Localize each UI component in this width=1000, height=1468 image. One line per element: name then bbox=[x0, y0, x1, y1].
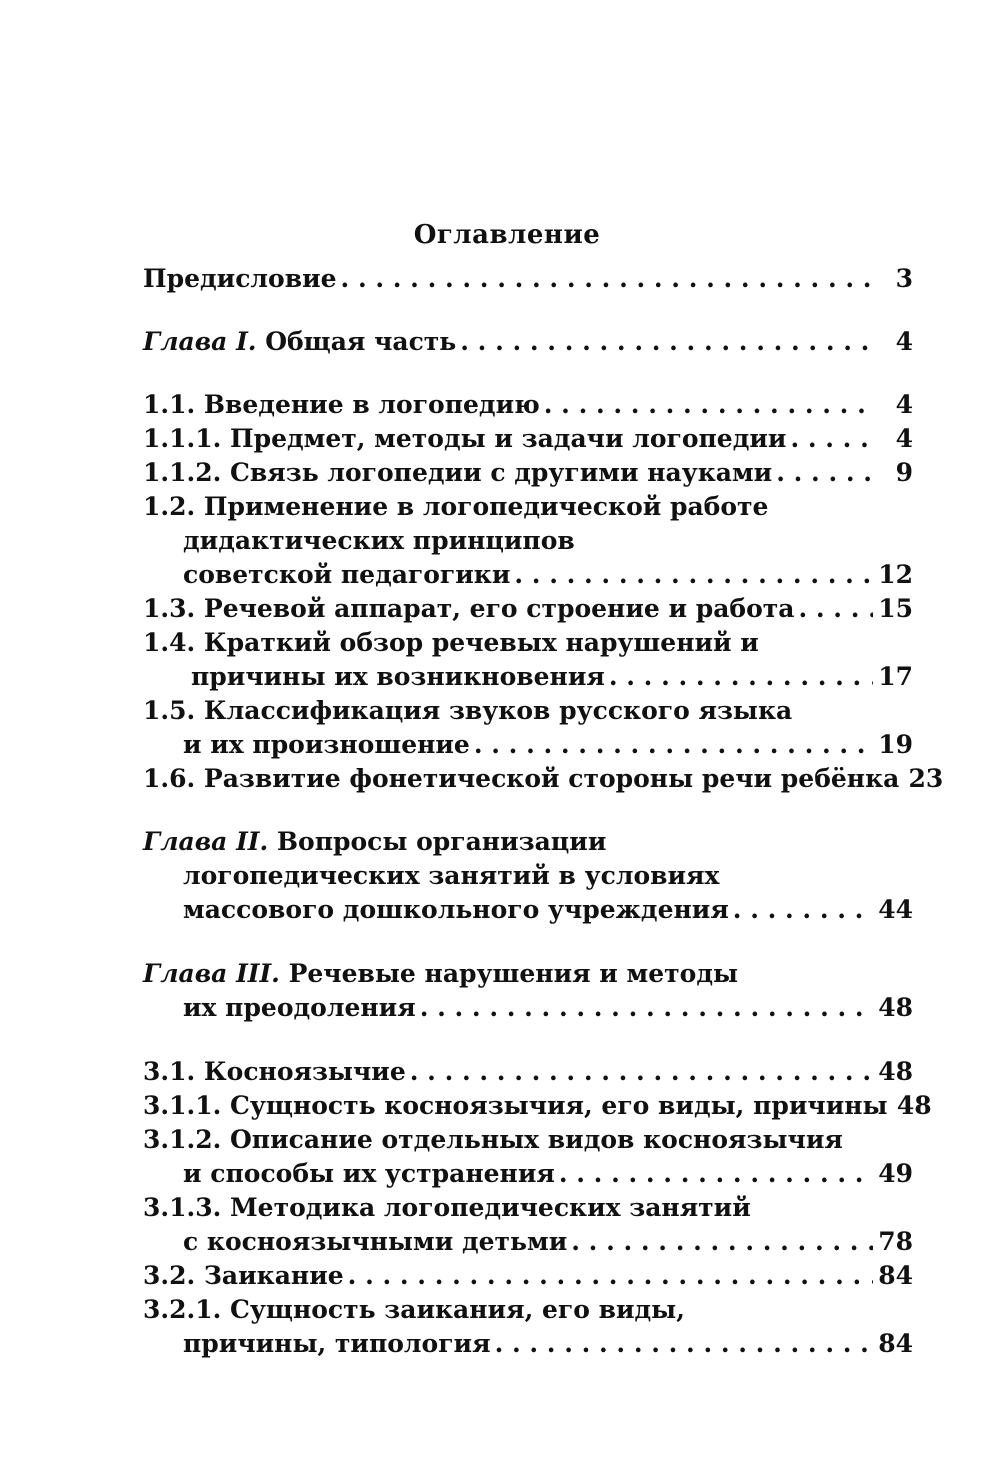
page-number: 19 bbox=[878, 730, 913, 759]
entry-title: 1.1.1. Предмет, методы и задачи логопедии bbox=[143, 424, 787, 453]
page-number: 84 bbox=[878, 1329, 913, 1358]
toc-entry-chapter-1 bbox=[143, 325, 913, 359]
entry-title: 3.1.2. Описание отдельных видов косноязычия bbox=[143, 1125, 843, 1154]
toc-entry-3-1-1 bbox=[143, 1089, 932, 1123]
toc-entry-3-2-1 bbox=[143, 1293, 913, 1361]
entry-title: 3.2.1. Сущность заикания, его виды, bbox=[143, 1295, 685, 1324]
chapter-label: Глава III. bbox=[143, 959, 280, 988]
dot-leader bbox=[544, 388, 873, 422]
entry-title: 1.4. Краткий обзор речевых нарушений и bbox=[143, 628, 759, 657]
dot-leader bbox=[571, 1225, 873, 1259]
toc-entry-1-2 bbox=[143, 490, 913, 592]
entry-title: 3.2. Заикание bbox=[143, 1261, 344, 1290]
toc-entry-1-1-2 bbox=[143, 456, 913, 490]
toc-entry-1-1 bbox=[143, 388, 913, 422]
page-number: 48 bbox=[878, 993, 913, 1022]
toc-entry-1-1-1 bbox=[143, 422, 913, 456]
page-number: 4 bbox=[895, 424, 913, 453]
page-number: 4 bbox=[895, 390, 913, 419]
dot-leader bbox=[559, 1157, 873, 1191]
entry-title: 1.5. Классификация звуков русского языка bbox=[143, 696, 793, 725]
table-of-contents bbox=[143, 262, 944, 1361]
toc-title: Оглавление bbox=[413, 220, 601, 250]
dot-leader bbox=[474, 728, 873, 762]
entry-title-continued: причины, типология bbox=[183, 1329, 491, 1358]
page-number: 48 bbox=[896, 1091, 932, 1120]
toc-entry-3-1-3 bbox=[143, 1191, 913, 1259]
entry-title-continued: советской педагогики bbox=[183, 560, 511, 589]
entry-title-continued: причины их возникновения bbox=[191, 662, 605, 691]
entry-title: 1.2. Применение в логопедической работе bbox=[143, 492, 769, 521]
entry-title-continued: и способы их устранения bbox=[183, 1159, 555, 1188]
dot-leader bbox=[460, 325, 873, 359]
toc-entry-3-1 bbox=[143, 1055, 913, 1089]
dot-leader bbox=[341, 262, 873, 296]
toc-entry-1-3 bbox=[143, 592, 913, 626]
entry-title-continued: их преодоления bbox=[183, 993, 416, 1022]
dot-leader bbox=[776, 456, 873, 490]
dot-leader bbox=[514, 558, 873, 592]
entry-title: 3.1. Косноязычие bbox=[143, 1057, 406, 1086]
dot-leader bbox=[410, 1055, 873, 1089]
entry-title-continued: массового дошкольного учреждения bbox=[183, 895, 729, 924]
dot-leader bbox=[733, 893, 873, 927]
toc-entry-1-5 bbox=[143, 694, 913, 762]
entry-title: Вопросы организации bbox=[276, 827, 607, 856]
toc-entry-3-1-2 bbox=[143, 1123, 913, 1191]
chapter-label: Глава I. bbox=[143, 327, 257, 356]
page-number: 49 bbox=[878, 1159, 913, 1188]
entry-title: 1.6. Развитие фонетической стороны речи ребёнка bbox=[143, 764, 900, 793]
page-number: 78 bbox=[878, 1227, 913, 1256]
page-number: 12 bbox=[878, 560, 913, 589]
dot-leader bbox=[420, 991, 873, 1025]
page-number: 9 bbox=[895, 458, 913, 487]
entry-title-continued: дидактических принципов bbox=[183, 526, 575, 555]
toc-entry-3-2 bbox=[143, 1259, 913, 1293]
toc-entry-1-4 bbox=[143, 626, 913, 694]
entry-title: Речевые нарушения и методы bbox=[288, 959, 739, 988]
page-number: 48 bbox=[878, 1057, 913, 1086]
page-number: 23 bbox=[908, 764, 944, 793]
page-number: 3 bbox=[895, 264, 913, 293]
entry-title: Предисловие bbox=[143, 264, 337, 293]
entry-title-continued: логопедических занятий в условиях bbox=[183, 861, 720, 890]
page-number: 4 bbox=[895, 327, 913, 356]
dot-leader bbox=[609, 660, 873, 694]
dot-leader bbox=[790, 422, 873, 456]
entry-title: 1.1. Введение в логопедию bbox=[143, 390, 540, 419]
entry-title: 1.1.2. Связь логопедии с другими науками bbox=[143, 458, 773, 487]
entry-title: Общая часть bbox=[265, 327, 457, 356]
toc-entry-1-6 bbox=[143, 762, 944, 796]
entry-title-continued: с косноязычными детьми bbox=[183, 1227, 568, 1256]
entry-title-continued: и их произношение bbox=[183, 730, 470, 759]
dot-leader bbox=[348, 1259, 873, 1293]
page-number: 15 bbox=[878, 594, 913, 623]
toc-entry-preface bbox=[143, 262, 913, 296]
entry-title: 1.3. Речевой аппарат, его строение и работа bbox=[143, 594, 795, 623]
entry-title: 3.1.1. Сущность косноязычия, его виды, причины bbox=[143, 1091, 888, 1120]
chapter-label: Глава II. bbox=[143, 827, 269, 856]
page-number: 44 bbox=[878, 895, 913, 924]
page-number: 17 bbox=[878, 662, 913, 691]
toc-entry-chapter-2 bbox=[143, 825, 913, 927]
page-number: 84 bbox=[878, 1261, 913, 1290]
dot-leader bbox=[495, 1327, 873, 1361]
entry-title: 3.1.3. Методика логопедических занятий bbox=[143, 1193, 751, 1222]
toc-entry-chapter-3 bbox=[143, 957, 913, 1025]
dot-leader bbox=[798, 592, 873, 626]
